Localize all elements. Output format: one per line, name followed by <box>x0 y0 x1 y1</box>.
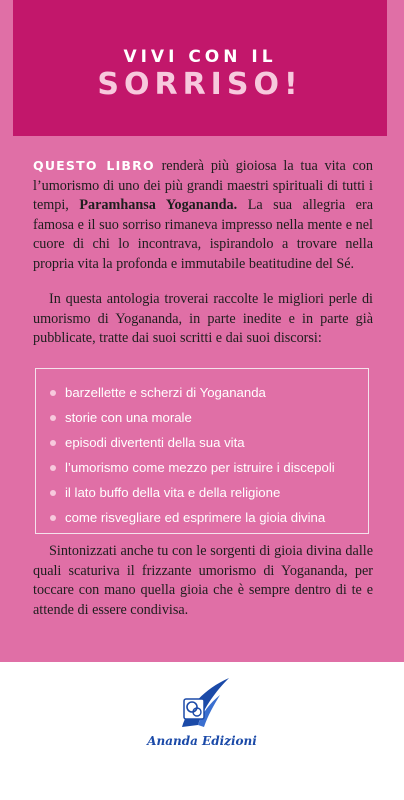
publisher-footer <box>0 662 404 800</box>
anthology-paragraph: In questa antologia troverai raccolte le migliori perle di umorismo di Yogananda, in parte inedite e in parte già pubblicate, tratte dai suoi scritti e dai suoi discorsi: <box>33 291 373 346</box>
bullet-icon <box>50 415 56 421</box>
bullet-icon <box>50 465 56 471</box>
list-item <box>50 385 362 400</box>
list-item-label: episodi divertenti della sua vita <box>65 435 245 450</box>
bullet-icon <box>50 515 56 521</box>
list-item-label: il lato buffo della vita e della religione <box>65 485 281 500</box>
intro-paragraph <box>33 156 373 274</box>
list-item <box>50 510 362 525</box>
list-item <box>50 485 362 500</box>
intro-text-b: La sua allegria era famosa e il suo sorriso rimaneva impresso nella mente e nel cuore di chi lo incontrava, ispirandolo a trovare nella propria vita la profonda e immutabile beatitudine del Sé. <box>33 197 373 272</box>
closing-paragraph: Sintonizzati anche tu con le sorgenti di gioia divina dalle quali scaturiva il frizzante umorismo di Yogananda, per toccare con mano quella gioia che è sempre dentro di te e attende di essere condivisa. <box>33 543 373 618</box>
list-item-label: barzellette e scherzi di Yogananda <box>65 385 266 400</box>
title-line-2: SORRISO! <box>97 67 303 102</box>
publisher-name: Ananda Edizioni <box>147 734 257 748</box>
bullet-icon <box>50 440 56 446</box>
bullet-icon <box>50 490 56 496</box>
intro-lead: QUESTO LIBRO <box>33 158 155 173</box>
list-item <box>50 460 362 475</box>
list-item-label: storie con una morale <box>65 410 192 425</box>
ananda-logo-icon <box>174 675 232 731</box>
intro-text-a: renderà più gioiosa la tua vita con l’umorismo di uno dei più grandi maestri spirituali di tutti i tempi, <box>33 158 373 213</box>
bullet-icon <box>50 390 56 396</box>
author-name: Paramhansa Yogananda. <box>79 197 238 213</box>
contents-list <box>35 368 369 534</box>
list-item-label: l’umorismo come mezzo per istruire i discepoli <box>65 460 335 475</box>
title-line-1: VIVI CON IL <box>123 47 277 67</box>
title-banner <box>13 0 387 136</box>
list-item-label: come risvegliare ed esprimere la gioia divina <box>65 510 326 525</box>
list-item <box>50 435 362 450</box>
list-item <box>50 410 362 425</box>
